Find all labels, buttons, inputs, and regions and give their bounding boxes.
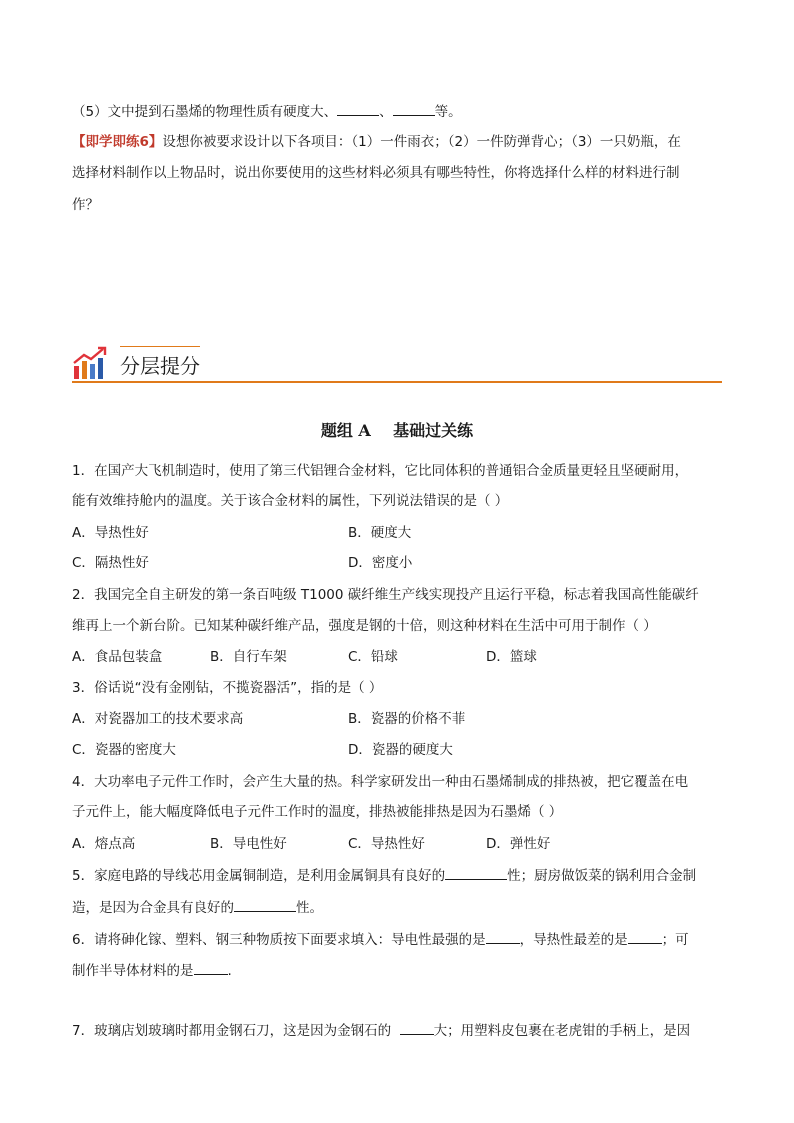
q5-line-2	[72, 897, 323, 918]
q7-text-1a: 7．玻璃店划玻璃时都用金钢石刀，这是因为金钢石的	[72, 1023, 400, 1039]
q1-option-a[interactable]: A．导热性好	[72, 525, 149, 541]
q3-line-1: 3．俗话说“没有金刚钻，不揽瓷器活”，指的是（ ）	[72, 680, 383, 696]
q1-option-b[interactable]: B．硬度大	[348, 525, 412, 541]
practice-tag: 【即学即练6】	[72, 134, 163, 150]
q6-text-1a: 6．请将砷化镓、塑料、钢三种物质按下面要求填入：导电性最强的是	[72, 932, 486, 948]
q3-option-c[interactable]: C．瓷器的密度大	[72, 742, 176, 758]
answer-blank[interactable]	[486, 929, 520, 944]
q2-option-a[interactable]: A．食品包装盒	[72, 649, 163, 665]
answer-blank[interactable]	[234, 897, 296, 912]
q1-option-d[interactable]: D．密度小	[348, 555, 413, 571]
q4-option-a[interactable]: A．熔点高	[72, 836, 136, 852]
q5-text-1a: 5．家庭电路的导线芯用金属铜制造，是利用金属铜具有良好的	[72, 868, 446, 884]
q6-text-1b: ，导热性最差的是	[519, 932, 628, 948]
practice-line-3: 作？	[72, 197, 99, 213]
q5-intro-suffix: 等。	[434, 104, 462, 120]
q5-intro-line	[72, 101, 462, 122]
answer-blank[interactable]	[628, 929, 662, 944]
answer-blank[interactable]	[194, 960, 228, 975]
answer-blank[interactable]	[337, 101, 379, 116]
q7-text-1b: 大；用塑料皮包裹在老虎钳的手柄上，是因	[433, 1023, 691, 1039]
q6-text-1c: ；可	[661, 932, 689, 948]
practice-line-1	[72, 132, 681, 152]
section-title: 分层提分	[120, 354, 200, 378]
q5-intro-prefix: （5）文中提到石墨烯的物理性质有硬度大、	[72, 104, 338, 120]
q5-text-1b: 性；厨房做饭菜的锅利用合金制	[507, 868, 697, 884]
answer-blank[interactable]	[400, 1020, 434, 1035]
q3-option-d[interactable]: D．瓷器的硬度大	[348, 742, 453, 758]
q5-intro-sep: 、	[379, 104, 393, 120]
q2-line-2: 维再上一个新台阶。已知某种碳纤维产品，强度是钢的十倍，则这种材料在生活中可用于制作（ ）	[72, 618, 657, 634]
q1-line-1: 1．在国产大飞机制造时，使用了第三代铝锂合金材料，它比同体积的普通铝合金质量更轻且坚硬耐用，	[72, 463, 689, 479]
answer-blank[interactable]	[445, 865, 507, 880]
q2-option-d[interactable]: D．篮球	[486, 649, 537, 665]
chart-growth-icon	[72, 346, 112, 382]
q1-line-2: 能有效维持舱内的温度。关于该合金材料的属性，下列说法错误的是（ ）	[72, 493, 509, 509]
q6-line-2	[72, 960, 232, 981]
q3-option-b[interactable]: B．瓷器的价格不菲	[348, 711, 466, 727]
q1-option-c[interactable]: C．隔热性好	[72, 555, 149, 571]
q6-text-2b: .	[227, 963, 232, 979]
section-divider	[72, 381, 722, 383]
q4-option-b[interactable]: B．导电性好	[210, 836, 287, 852]
q5-text-2b: 性。	[296, 900, 323, 916]
q3-option-a[interactable]: A．对瓷器加工的技术要求高	[72, 711, 244, 727]
q2-option-b[interactable]: B．自行车架	[210, 649, 287, 665]
section-title-accent	[120, 346, 200, 347]
q4-line-2: 子元件上，能大幅度降低电子元件工作时的温度，排热被能排热是因为石墨烯（ ）	[72, 804, 563, 820]
practice-text-1: 设想你被要求设计以下各项目：（1）一件雨衣；（2）一件防弹背心；（3）一只奶瓶，在	[162, 134, 681, 150]
q4-option-c[interactable]: C．导热性好	[348, 836, 425, 852]
q2-option-c[interactable]: C．铅球	[348, 649, 398, 665]
q6-text-2a: 制作半导体材料的是	[72, 963, 194, 979]
group-title: 题组 A 基础过关练	[320, 421, 474, 440]
q7-line-1	[72, 1020, 690, 1041]
q6-line-1	[72, 929, 689, 950]
practice-line-2: 选择材料制作以上物品时，说出你要使用的这些材料必须具有哪些特性，你将选择什么样的材料进行制	[72, 165, 680, 181]
q4-option-d[interactable]: D．弹性好	[486, 836, 551, 852]
q5-text-2a: 造，是因为合金具有良好的	[72, 900, 234, 916]
q4-line-1: 4．大功率电子元件工作时，会产生大量的热。科学家研发出一种由石墨烯制成的排热被，把它覆盖在电	[72, 774, 689, 790]
answer-blank[interactable]	[393, 101, 435, 116]
q5-line-1	[72, 865, 696, 886]
q2-line-1: 2．我国完全自主研发的第一条百吨级 T1000 碳纤维生产线实现投产且运行平稳，标志着我国高性能碳纤	[72, 587, 699, 603]
